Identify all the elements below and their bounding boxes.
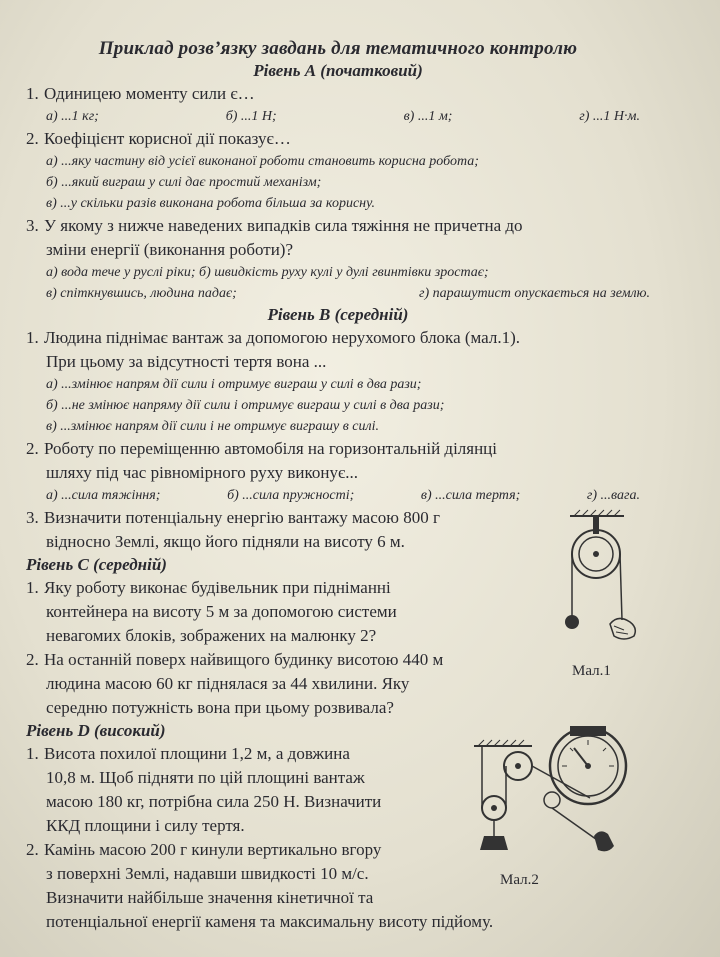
question-text-line2: зміни енергії (виконання роботи)? bbox=[46, 240, 294, 259]
question-number: 1. bbox=[26, 328, 39, 347]
answer-options-b1 bbox=[26, 374, 650, 437]
question-c2 bbox=[26, 648, 541, 720]
figure-1-label: Мал.1 bbox=[572, 663, 611, 679]
option-c: в) спіткнувшись, людина падає; bbox=[46, 286, 237, 301]
pulley-figure-1 bbox=[562, 508, 644, 658]
question-b3 bbox=[26, 506, 541, 554]
question-text: Коефіцієнт корисної дії показує… bbox=[44, 129, 291, 148]
question-number: 1. bbox=[26, 744, 39, 763]
option-c: в) ...1 м; bbox=[403, 109, 453, 124]
option-d: г) парашутист опускається на землю. bbox=[419, 286, 650, 301]
question-text-line2: 10,8 м. Щоб підняти по цій площині вантаж bbox=[46, 768, 365, 787]
option-row bbox=[46, 283, 650, 304]
question-text-line1: У якому з нижче наведених випадків сила тяжіння не причетна до bbox=[44, 216, 523, 235]
question-text-line1: Висота похилої площини 1,2 м, а довжина bbox=[44, 744, 350, 763]
option-ab: а) вода тече у руслі ріки; б) швидкість руху кулі у дулі гвинтівки зростає; bbox=[46, 265, 489, 280]
question-b2 bbox=[26, 437, 650, 485]
question-text-line1: Людина піднімає вантаж за допомогою нерухомого блока (мал.1). bbox=[44, 328, 520, 347]
page-title: Приклад розв’язку завдань для тематичного контролю bbox=[98, 38, 578, 59]
option-b: б) ...сила пружності; bbox=[227, 488, 355, 503]
figure-2-label: Мал.2 bbox=[500, 872, 539, 888]
question-text-line3: невагомих блоків, зображених на малюнку 2? bbox=[46, 626, 377, 645]
option-d: г) ...1 Н·м. bbox=[579, 109, 640, 124]
question-text-line1: Камінь масою 200 г кинули вертикально вгору bbox=[44, 840, 382, 859]
question-a3 bbox=[26, 214, 650, 262]
question-text-line4: ККД площини і силу тертя. bbox=[46, 816, 245, 835]
question-number: 3. bbox=[26, 508, 39, 527]
option-c: в) ...у скільки разів виконана робота більша за корисну. bbox=[46, 196, 375, 211]
question-a1 bbox=[26, 82, 650, 106]
level-b-heading: Рівень В (середній) bbox=[267, 305, 409, 324]
question-text-line3: середню потужність вона при цьому розвивала? bbox=[46, 698, 394, 717]
question-text-line1: На останній поверх найвищого будинку висотою 440 м bbox=[44, 650, 444, 669]
question-text-line1: Визначити потенціальну енергію вантажу масою 800 г bbox=[44, 508, 440, 527]
option-b: б) ...1 Н; bbox=[225, 109, 277, 124]
question-text-line3: Визначити найбільше значення кінетичної та bbox=[46, 888, 374, 907]
option-c: в) ...змінює напрям дії сили і не отримує виграшу в силі. bbox=[46, 419, 379, 434]
level-a-heading: Рівень А (початковий) bbox=[253, 61, 423, 80]
option-b: б) ...який виграш у силі дає простий механізм; bbox=[46, 175, 322, 190]
option-a: а) ...змінює напрям дії сили і отримує виграш у силі в два рази; bbox=[46, 377, 422, 392]
question-text-line2: При цьому за відсутності тертя вона ... bbox=[46, 352, 327, 371]
question-a2 bbox=[26, 127, 650, 151]
pulley-system-figure-2 bbox=[470, 718, 660, 878]
question-number: 1. bbox=[26, 84, 39, 103]
option-d: г) ...вага. bbox=[586, 488, 640, 503]
answer-options-a2 bbox=[26, 151, 650, 214]
question-number: 2. bbox=[26, 840, 39, 859]
question-text-line2: контейнера на висоту 5 м за допомогою системи bbox=[46, 602, 397, 621]
question-b1 bbox=[26, 326, 650, 374]
question-text-line2: шляху під час рівномірного руху виконує... bbox=[46, 463, 359, 482]
question-text-line1: Роботу по переміщенню автомобіля на горизонтальній ділянці bbox=[44, 439, 498, 458]
level-c-heading: Рівень С (середній) bbox=[26, 555, 167, 574]
question-text-line1: Яку роботу виконає будівельник при підніманні bbox=[44, 578, 391, 597]
option-a: а) ...сила тяжіння; bbox=[46, 488, 161, 503]
answer-options-b2 bbox=[26, 485, 650, 506]
question-number: 2. bbox=[26, 129, 39, 148]
question-text-line4: потенціальної енергії каменя та максимальну висоту підйому. bbox=[46, 912, 494, 931]
question-text-line2: відносно Землі, якщо його підняли на висоту 6 м. bbox=[46, 532, 405, 551]
question-text-line2: людина масою 60 кг піднялася за 44 хвилини. Яку bbox=[46, 674, 410, 693]
level-d-heading: Рівень D (високий) bbox=[26, 721, 166, 740]
question-d1 bbox=[26, 742, 456, 838]
answer-options-a3 bbox=[26, 262, 650, 304]
question-c1 bbox=[26, 576, 541, 648]
option-a: а) ...1 кг; bbox=[46, 109, 99, 124]
question-text-line3: масою 180 кг, потрібна сила 250 Н. Визначити bbox=[46, 792, 382, 811]
question-number: 3. bbox=[26, 216, 39, 235]
question-text: Одиницею моменту сили є… bbox=[44, 84, 255, 103]
question-number: 1. bbox=[26, 578, 39, 597]
answer-options-a1 bbox=[26, 106, 650, 127]
question-text-line2: з поверхні Землі, надавши швидкості 10 м/с. bbox=[46, 864, 369, 883]
option-c: в) ...сила тертя; bbox=[420, 488, 521, 503]
option-b: б) ...не змінює напряму дії сили і отримує виграш у силі в два рази; bbox=[46, 398, 445, 413]
option-a: а) ...яку частину від усієї виконаної роботи становить корисна робота; bbox=[46, 154, 479, 169]
question-number: 2. bbox=[26, 650, 39, 669]
question-number: 2. bbox=[26, 439, 39, 458]
